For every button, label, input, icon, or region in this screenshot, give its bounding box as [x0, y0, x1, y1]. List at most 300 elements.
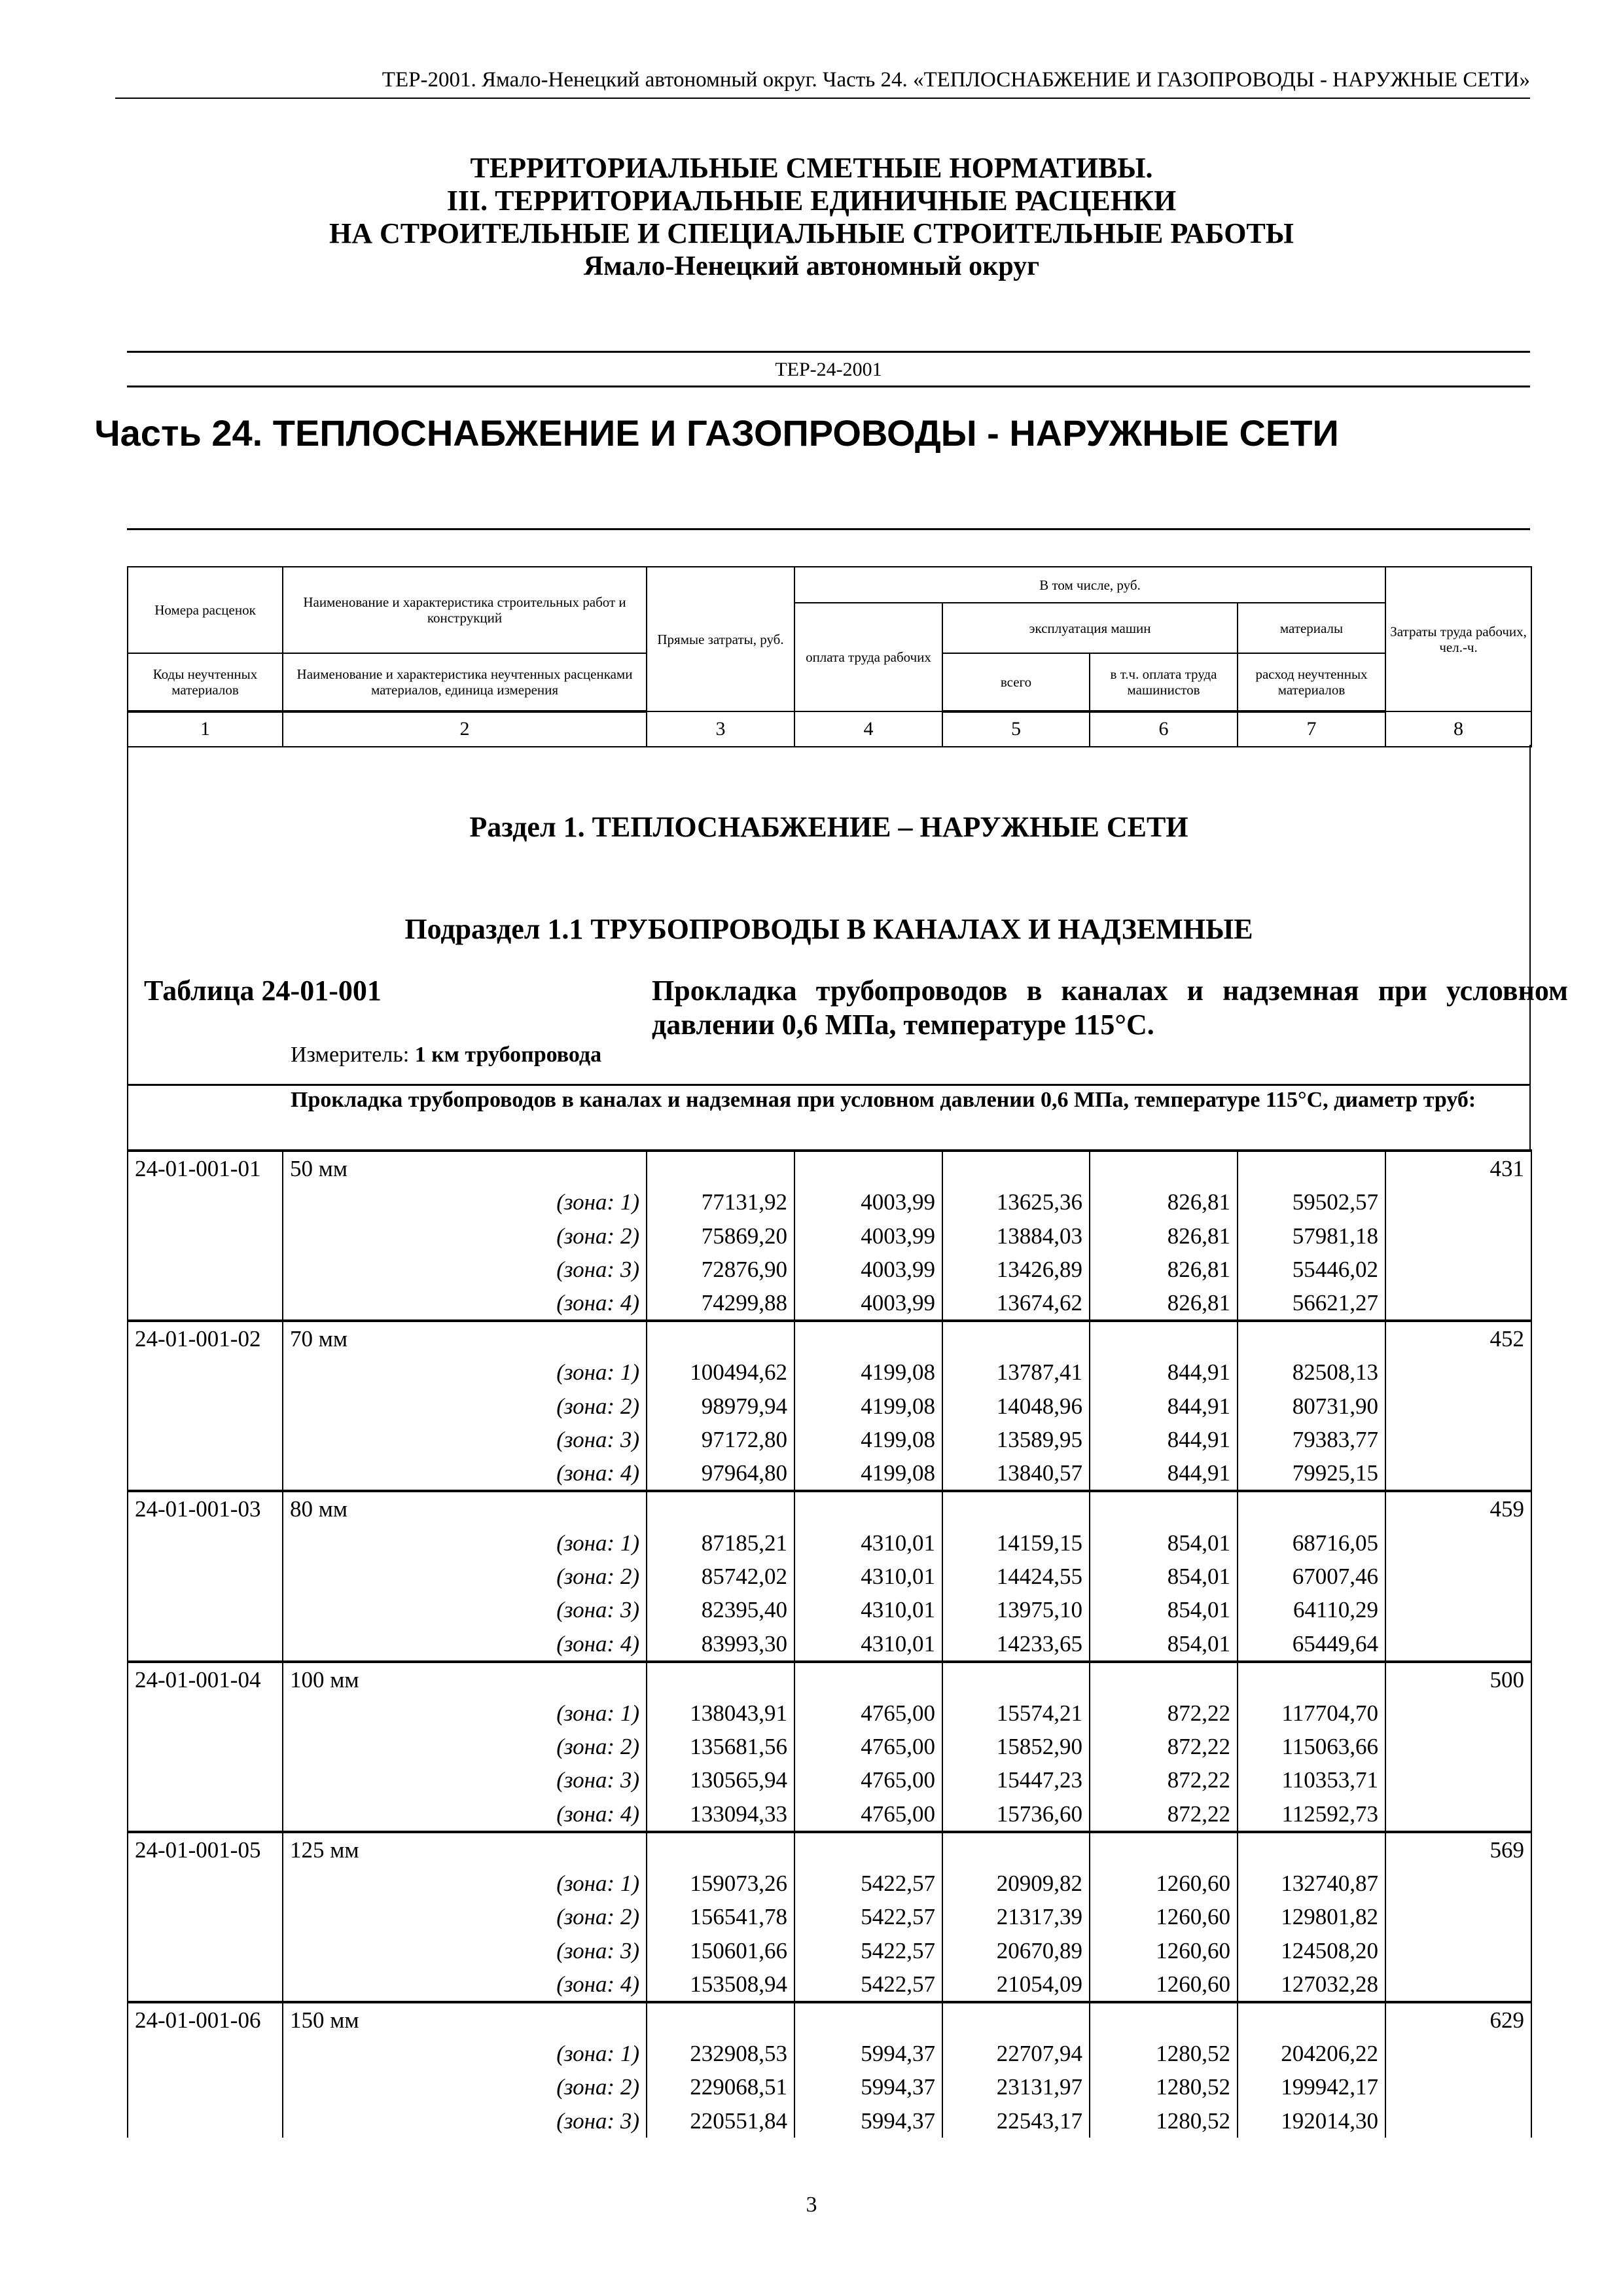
col-number: 7 [1238, 711, 1385, 747]
zone-label: (зона: 2) [283, 2070, 647, 2104]
hdr-incl: В том числе, руб. [794, 567, 1385, 603]
direct-costs: 229068,51 [647, 2070, 794, 2104]
empty-cell [1385, 1867, 1531, 1900]
materials: 79383,77 [1238, 1423, 1385, 1456]
empty-cell [942, 1151, 1090, 1185]
labor-pay: 5994,37 [794, 2104, 942, 2138]
operators-pay: 826,81 [1090, 1286, 1238, 1321]
empty-cell [1385, 1526, 1531, 1559]
direct-costs: 87185,21 [647, 1526, 794, 1559]
zone-row [128, 2104, 1531, 2138]
operators-pay: 854,01 [1090, 1593, 1238, 1626]
measure [291, 1043, 601, 1067]
zone-label: (зона: 1) [283, 2037, 647, 2070]
labor-pay: 4765,00 [794, 1696, 942, 1730]
hdr-direct-costs: Прямые затраты, руб. [647, 567, 794, 711]
machines-total: 22707,94 [942, 2037, 1090, 2070]
machines-total: 13625,36 [942, 1185, 1090, 1219]
empty-cell [128, 1456, 283, 1491]
empty-cell [794, 1832, 942, 1867]
machines-total: 13589,95 [942, 1423, 1090, 1456]
empty-cell [1385, 1593, 1531, 1626]
rate-name: 150 мм [283, 2002, 647, 2037]
empty-cell [1385, 1933, 1531, 1967]
labor-pay: 4765,00 [794, 1763, 942, 1797]
operators-pay: 1280,52 [1090, 2104, 1238, 2138]
zone-row [128, 1185, 1531, 1219]
empty-cell [1385, 1423, 1531, 1456]
empty-cell [647, 1832, 794, 1867]
col-number: 4 [794, 711, 942, 747]
empty-cell [1385, 1286, 1531, 1321]
labor-pay: 5422,57 [794, 1900, 942, 1933]
empty-cell [942, 1832, 1090, 1867]
rate-code: 24-01-001-02 [128, 1321, 283, 1355]
empty-cell [1238, 2002, 1385, 2037]
empty-cell [1385, 1456, 1531, 1491]
empty-cell [1385, 2104, 1531, 2138]
empty-cell [794, 1491, 942, 1526]
empty-cell [1090, 2002, 1238, 2037]
empty-cell [1238, 1662, 1385, 1696]
empty-cell [128, 1797, 283, 1832]
zone-row [128, 1355, 1531, 1389]
machines-total: 13840,57 [942, 1456, 1090, 1491]
measure-value: 1 км трубопровода [414, 1043, 602, 1067]
materials: 67007,46 [1238, 1560, 1385, 1593]
materials: 59502,57 [1238, 1185, 1385, 1219]
empty-cell [128, 1526, 283, 1559]
labor-pay: 4310,01 [794, 1526, 942, 1559]
labor-pay: 4003,99 [794, 1185, 942, 1219]
machines-total: 21317,39 [942, 1900, 1090, 1933]
zone-row [128, 1456, 1531, 1491]
operators-pay: 826,81 [1090, 1219, 1238, 1252]
divider [127, 528, 1530, 530]
direct-costs: 74299,88 [647, 1286, 794, 1321]
zone-row [128, 1696, 1531, 1730]
empty-cell [128, 1900, 283, 1933]
labor-pay: 4310,01 [794, 1593, 942, 1626]
table-header [127, 566, 1532, 713]
empty-cell [128, 1355, 283, 1389]
direct-costs: 232908,53 [647, 2037, 794, 2070]
rate-row [128, 2002, 1531, 2037]
empty-cell [1385, 1967, 1531, 2002]
empty-cell [1385, 1253, 1531, 1286]
zone-row [128, 1560, 1531, 1593]
machines-total: 13674,62 [942, 1286, 1090, 1321]
operators-pay: 872,22 [1090, 1797, 1238, 1832]
zone-row [128, 1219, 1531, 1252]
empty-cell [1385, 1696, 1531, 1730]
direct-costs: 77131,92 [647, 1185, 794, 1219]
empty-cell [794, 2002, 942, 2037]
operators-pay: 1260,60 [1090, 1933, 1238, 1967]
empty-cell [1090, 1832, 1238, 1867]
direct-costs: 133094,33 [647, 1797, 794, 1832]
machines-total: 13426,89 [942, 1253, 1090, 1286]
direct-costs: 135681,56 [647, 1730, 794, 1763]
rate-name: 100 мм [283, 1662, 647, 1696]
machines-total: 15574,21 [942, 1696, 1090, 1730]
empty-cell [1385, 1355, 1531, 1389]
machines-total: 14233,65 [942, 1627, 1090, 1662]
zone-label: (зона: 1) [283, 1185, 647, 1219]
running-header: ТЕР-2001. Ямало-Ненецкий автономный округ. Часть 24. «ТЕПЛОСНАБЖЕНИЕ И ГАЗОПРОВОДЫ - НАРУЖНЫЕ СЕТИ» [115, 68, 1530, 99]
operators-pay: 826,81 [1090, 1185, 1238, 1219]
empty-cell [128, 1867, 283, 1900]
labor-pay: 4003,99 [794, 1219, 942, 1252]
col-number: 8 [1385, 711, 1531, 747]
rate-row [128, 1151, 1531, 1185]
operators-pay: 854,01 [1090, 1526, 1238, 1559]
hdr-labor-pay: оплата труда рабочих [794, 603, 942, 711]
zone-row [128, 1286, 1531, 1321]
rate-code: 24-01-001-06 [128, 2002, 283, 2037]
labor-pay: 4765,00 [794, 1730, 942, 1763]
empty-cell [128, 1593, 283, 1626]
operators-pay: 872,22 [1090, 1763, 1238, 1797]
zone-label: (зона: 2) [283, 1560, 647, 1593]
direct-costs: 97172,80 [647, 1423, 794, 1456]
zone-label: (зона: 2) [283, 1730, 647, 1763]
materials: 65449,64 [1238, 1627, 1385, 1662]
empty-cell [1385, 1185, 1531, 1219]
materials: 55446,02 [1238, 1253, 1385, 1286]
title-line: III. ТЕРРИТОРИАЛЬНЫЕ ЕДИНИЧНЫЕ РАСЦЕНКИ [446, 185, 1177, 217]
empty-cell [942, 2002, 1090, 2037]
direct-costs: 98979,94 [647, 1390, 794, 1423]
machines-total: 15852,90 [942, 1730, 1090, 1763]
table-description: Прокладка трубопроводов в каналах и надземная при условном давлении 0,6 МПа, температуре 115°С, диаметр труб: [128, 1084, 1529, 1112]
direct-costs: 159073,26 [647, 1867, 794, 1900]
zone-label: (зона: 3) [283, 1763, 647, 1797]
machines-total: 15736,60 [942, 1797, 1090, 1832]
empty-cell [794, 1321, 942, 1355]
operators-pay: 1260,60 [1090, 1900, 1238, 1933]
rate-name: 80 мм [283, 1491, 647, 1526]
empty-cell [128, 2037, 283, 2070]
zone-label: (зона: 2) [283, 1900, 647, 1933]
materials: 82508,13 [1238, 1355, 1385, 1389]
col-number: 6 [1090, 711, 1238, 747]
empty-cell [1090, 1321, 1238, 1355]
operators-pay: 872,22 [1090, 1730, 1238, 1763]
direct-costs: 153508,94 [647, 1967, 794, 2002]
table-number: Таблица 24-01-001 [144, 975, 382, 1007]
empty-cell [128, 2104, 283, 2138]
direct-costs: 72876,90 [647, 1253, 794, 1286]
empty-cell [128, 1730, 283, 1763]
empty-cell [1385, 1219, 1531, 1252]
materials: 56621,27 [1238, 1286, 1385, 1321]
empty-cell [1238, 1321, 1385, 1355]
empty-cell [1385, 1730, 1531, 1763]
operators-pay: 844,91 [1090, 1456, 1238, 1491]
operators-pay: 826,81 [1090, 1253, 1238, 1286]
table-title: Прокладка трубопроводов в каналах и надземная при условном давлении 0,6 МПа, температуре 115°С. [652, 975, 1568, 1041]
empty-cell [128, 1696, 283, 1730]
zone-label: (зона: 3) [283, 1253, 647, 1286]
empty-cell [1090, 1662, 1238, 1696]
empty-cell [794, 1151, 942, 1185]
hdr-work-name: Наименование и характеристика строительных работ и конструкций [283, 567, 647, 653]
labor-pay: 4199,08 [794, 1355, 942, 1389]
empty-cell [794, 1662, 942, 1696]
zone-label: (зона: 4) [283, 1797, 647, 1832]
empty-cell [647, 1491, 794, 1526]
hdr-mat-use: расход неучтенных материалов [1238, 653, 1385, 711]
zone-row [128, 2070, 1531, 2104]
empty-cell [128, 1286, 283, 1321]
zone-row [128, 1390, 1531, 1423]
empty-cell [647, 1662, 794, 1696]
empty-cell [1238, 1832, 1385, 1867]
labor-pay: 4199,08 [794, 1456, 942, 1491]
col-number: 5 [942, 711, 1090, 747]
zone-row [128, 1526, 1531, 1559]
operators-pay: 1260,60 [1090, 1967, 1238, 2002]
zone-row [128, 1730, 1531, 1763]
zone-label: (зона: 2) [283, 1219, 647, 1252]
empty-cell [128, 1390, 283, 1423]
zone-label: (зона: 1) [283, 1867, 647, 1900]
rate-code: 24-01-001-05 [128, 1832, 283, 1867]
materials: 127032,28 [1238, 1967, 1385, 2002]
title-line: НА СТРОИТЕЛЬНЫЕ И СПЕЦИАЛЬНЫЕ СТРОИТЕЛЬНЫЕ РАБОТЫ [329, 217, 1294, 249]
zone-row [128, 1763, 1531, 1797]
rate-code: 24-01-001-03 [128, 1491, 283, 1526]
materials: 79925,15 [1238, 1456, 1385, 1491]
direct-costs: 156541,78 [647, 1900, 794, 1933]
machines-total: 13884,03 [942, 1219, 1090, 1252]
document-titles [0, 152, 1623, 283]
rate-row [128, 1832, 1531, 1867]
machines-total: 23131,97 [942, 2070, 1090, 2104]
table-intro [127, 745, 1568, 1151]
empty-cell [1385, 1763, 1531, 1797]
hdr-codes: Коды неучтенных материалов [128, 653, 283, 711]
empty-cell [942, 1662, 1090, 1696]
zone-label: (зона: 1) [283, 1696, 647, 1730]
zone-label: (зона: 4) [283, 1967, 647, 2002]
empty-cell [128, 1967, 283, 2002]
labor-pay: 5994,37 [794, 2037, 942, 2070]
zone-label: (зона: 3) [283, 1593, 647, 1626]
empty-cell [1385, 2070, 1531, 2104]
materials: 192014,30 [1238, 2104, 1385, 2138]
machines-total: 21054,09 [942, 1967, 1090, 2002]
labor-hours: 569 [1385, 1832, 1531, 1867]
empty-cell [942, 1491, 1090, 1526]
empty-cell [1385, 1390, 1531, 1423]
empty-cell [128, 1185, 283, 1219]
rate-row [128, 1321, 1531, 1355]
column-numbers [127, 711, 1532, 747]
empty-cell [128, 1933, 283, 1967]
materials: 129801,82 [1238, 1900, 1385, 1933]
labor-pay: 5422,57 [794, 1933, 942, 1967]
direct-costs: 82395,40 [647, 1593, 794, 1626]
zone-row [128, 1627, 1531, 1662]
zone-row [128, 1423, 1531, 1456]
empty-cell [1385, 1560, 1531, 1593]
zone-label: (зона: 3) [283, 2104, 647, 2138]
materials: 112592,73 [1238, 1797, 1385, 1832]
labor-pay: 4003,99 [794, 1253, 942, 1286]
materials: 57981,18 [1238, 1219, 1385, 1252]
operators-pay: 1260,60 [1090, 1867, 1238, 1900]
rate-code: 24-01-001-01 [128, 1151, 283, 1185]
operators-pay: 844,91 [1090, 1355, 1238, 1389]
empty-cell [128, 1253, 283, 1286]
machines-total: 14159,15 [942, 1526, 1090, 1559]
empty-cell [942, 1321, 1090, 1355]
machines-total: 13975,10 [942, 1593, 1090, 1626]
measure-label: Измеритель: [291, 1043, 410, 1067]
operators-pay: 854,01 [1090, 1560, 1238, 1593]
hdr-mat-name: Наименование и характеристика неучтенных расценками материалов, единица измерения [283, 653, 647, 711]
empty-cell [1385, 1627, 1531, 1662]
zone-row [128, 2037, 1531, 2070]
machines-total: 14424,55 [942, 1560, 1090, 1593]
rate-name: 50 мм [283, 1151, 647, 1185]
labor-pay: 4310,01 [794, 1627, 942, 1662]
zone-label: (зона: 3) [283, 1423, 647, 1456]
col-number: 3 [647, 711, 794, 747]
direct-costs: 75869,20 [647, 1219, 794, 1252]
empty-cell [128, 1423, 283, 1456]
direct-costs: 150601,66 [647, 1933, 794, 1967]
zone-row [128, 1253, 1531, 1286]
materials: 124508,20 [1238, 1933, 1385, 1967]
materials: 110353,71 [1238, 1763, 1385, 1797]
direct-costs: 85742,02 [647, 1560, 794, 1593]
empty-cell [128, 1560, 283, 1593]
zone-label: (зона: 3) [283, 1933, 647, 1967]
zone-label: (зона: 1) [283, 1526, 647, 1559]
zone-label: (зона: 2) [283, 1390, 647, 1423]
rate-code: 24-01-001-04 [128, 1662, 283, 1696]
section-heading: Раздел 1. ТЕПЛОСНАБЖЕНИЕ – НАРУЖНЫЕ СЕТИ [469, 811, 1188, 843]
rate-row [128, 1662, 1531, 1696]
operators-pay: 844,91 [1090, 1390, 1238, 1423]
machines-total: 20670,89 [942, 1933, 1090, 1967]
empty-cell [1238, 1491, 1385, 1526]
empty-cell [1090, 1491, 1238, 1526]
machines-total: 13787,41 [942, 1355, 1090, 1389]
labor-hours: 431 [1385, 1151, 1531, 1185]
materials: 132740,87 [1238, 1867, 1385, 1900]
materials: 204206,22 [1238, 2037, 1385, 2070]
empty-cell [1385, 1900, 1531, 1933]
operators-pay: 872,22 [1090, 1696, 1238, 1730]
labor-pay: 4199,08 [794, 1423, 942, 1456]
machines-total: 14048,96 [942, 1390, 1090, 1423]
materials: 199942,17 [1238, 2070, 1385, 2104]
materials: 80731,90 [1238, 1390, 1385, 1423]
materials: 115063,66 [1238, 1730, 1385, 1763]
zone-label: (зона: 4) [283, 1456, 647, 1491]
direct-costs: 130565,94 [647, 1763, 794, 1797]
labor-pay: 5422,57 [794, 1867, 942, 1900]
empty-cell [647, 1321, 794, 1355]
labor-hours: 500 [1385, 1662, 1531, 1696]
part-title: Часть 24. ТЕПЛОСНАБЖЕНИЕ И ГАЗОПРОВОДЫ - НАРУЖНЫЕ СЕТИ [94, 412, 1339, 454]
operators-pay: 844,91 [1090, 1423, 1238, 1456]
direct-costs: 138043,91 [647, 1696, 794, 1730]
direct-costs: 97964,80 [647, 1456, 794, 1491]
title-line: ТЕРРИТОРИАЛЬНЫЕ СМЕТНЫЕ НОРМАТИВЫ. [470, 152, 1153, 184]
empty-cell [128, 1219, 283, 1252]
materials: 68716,05 [1238, 1526, 1385, 1559]
hdr-total: всего [942, 653, 1090, 711]
zone-label: (зона: 4) [283, 1627, 647, 1662]
subsection-heading: Подраздел 1.1 ТРУБОПРОВОДЫ В КАНАЛАХ И НАДЗЕМНЫЕ [404, 913, 1253, 945]
doc-code: ТЕР-24-2001 [127, 351, 1530, 387]
labor-pay: 4003,99 [794, 1286, 942, 1321]
labor-pay: 4199,08 [794, 1390, 942, 1423]
materials: 117704,70 [1238, 1696, 1385, 1730]
labor-pay: 4765,00 [794, 1797, 942, 1832]
empty-cell [1385, 1797, 1531, 1832]
labor-pay: 5994,37 [794, 2070, 942, 2104]
machines-total: 15447,23 [942, 1763, 1090, 1797]
col-number: 2 [283, 711, 647, 747]
empty-cell [128, 1763, 283, 1797]
hdr-incl-operators: в т.ч. оплата труда машинистов [1090, 653, 1238, 711]
hdr-machines: эксплуатация машин [942, 603, 1238, 653]
zone-label: (зона: 4) [283, 1286, 647, 1321]
labor-pay: 4310,01 [794, 1560, 942, 1593]
zone-row [128, 1867, 1531, 1900]
hdr-materials: материалы [1238, 603, 1385, 653]
empty-cell [1385, 2037, 1531, 2070]
empty-cell [128, 1627, 283, 1662]
empty-cell [1090, 1151, 1238, 1185]
empty-cell [647, 2002, 794, 2037]
rate-row [128, 1491, 1531, 1526]
machines-total: 22543,17 [942, 2104, 1090, 2138]
zone-label: (зона: 1) [283, 1355, 647, 1389]
direct-costs: 100494,62 [647, 1355, 794, 1389]
empty-cell [128, 2070, 283, 2104]
hdr-labor-costs: Затраты труда рабочих, чел.-ч. [1385, 567, 1531, 711]
operators-pay: 854,01 [1090, 1627, 1238, 1662]
direct-costs: 220551,84 [647, 2104, 794, 2138]
direct-costs: 83993,30 [647, 1627, 794, 1662]
zone-row [128, 1593, 1531, 1626]
zone-row [128, 1967, 1531, 2002]
labor-hours: 629 [1385, 2002, 1531, 2037]
labor-pay: 5422,57 [794, 1967, 942, 2002]
rate-name: 125 мм [283, 1832, 647, 1867]
materials: 64110,29 [1238, 1593, 1385, 1626]
labor-hours: 452 [1385, 1321, 1531, 1355]
title-line: Ямало-Ненецкий автономный округ [583, 251, 1040, 281]
machines-total: 20909,82 [942, 1867, 1090, 1900]
empty-cell [1238, 1151, 1385, 1185]
page-number: 3 [806, 2193, 817, 2217]
zone-row [128, 1900, 1531, 1933]
zone-row [128, 1933, 1531, 1967]
empty-cell [647, 1151, 794, 1185]
labor-hours: 459 [1385, 1491, 1531, 1526]
col-number: 1 [128, 711, 283, 747]
operators-pay: 1280,52 [1090, 2070, 1238, 2104]
rates-table [127, 1149, 1532, 2138]
